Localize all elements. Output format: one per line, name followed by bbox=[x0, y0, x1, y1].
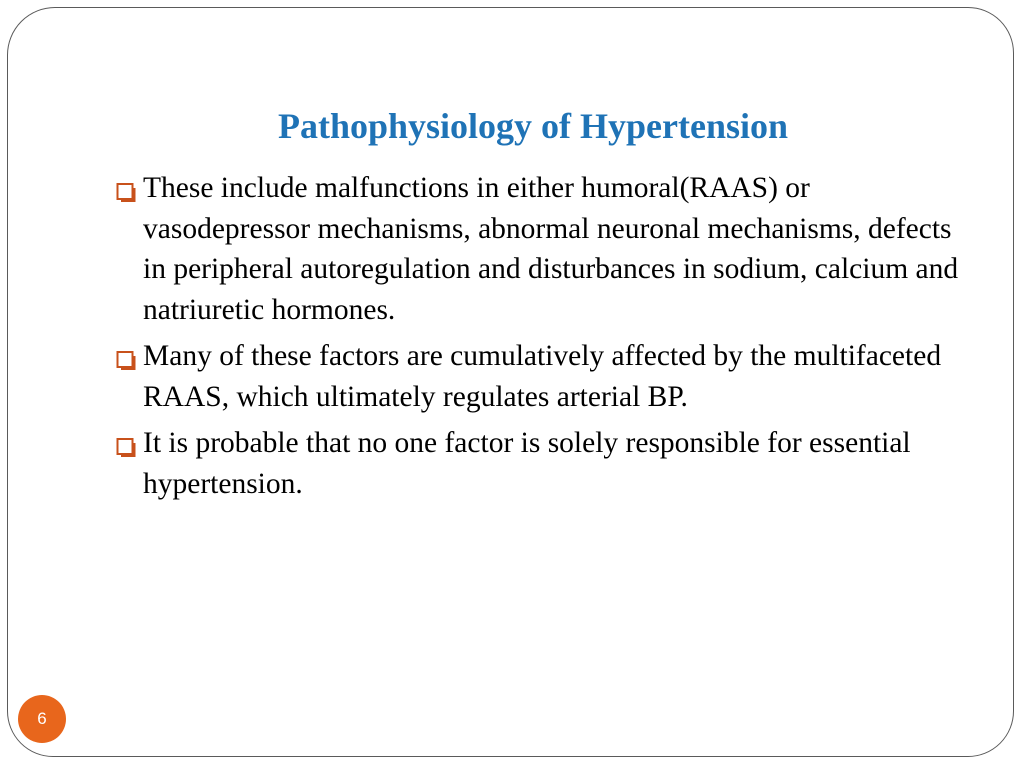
bullet-item bbox=[113, 336, 973, 417]
bullet-text: It is probable that no one factor is solely responsible for essential hypertension. bbox=[143, 427, 911, 500]
hollow-square-bullet-icon bbox=[113, 348, 137, 372]
page-number-badge bbox=[18, 695, 66, 743]
bullet-list bbox=[113, 168, 973, 510]
bullet-text: Many of these factors are cumulatively affected by the multifaceted RAAS, which ultimately regulates arterial BP. bbox=[143, 340, 942, 413]
bullet-item bbox=[113, 168, 973, 330]
bullet-item bbox=[113, 423, 973, 504]
hollow-square-bullet-icon bbox=[113, 180, 137, 204]
slide-title: Pathophysiology of Hypertension bbox=[277, 106, 789, 146]
bullet-text: These include malfunctions in either humoral(RAAS) or vasodepressor mechanisms, abnormal neuronal mechanisms, defects in peripheral autoregulation and disturbances in sodium, calcium and natriuretic hormones. bbox=[143, 172, 959, 326]
page-number: 6 bbox=[37, 709, 47, 728]
hollow-square-bullet-icon bbox=[113, 435, 137, 459]
